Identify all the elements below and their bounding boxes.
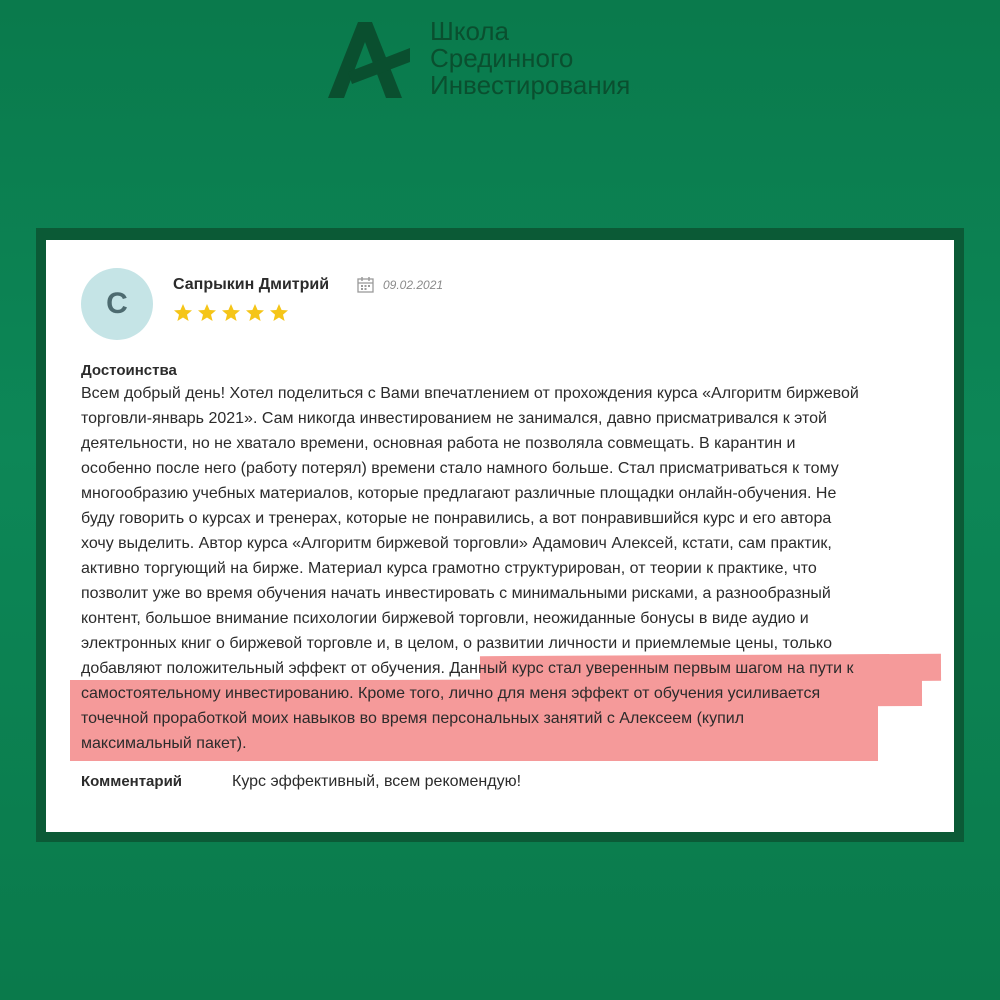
- review-text-line: контент, большое внимание психологии биржевой торговли, неожиданные бонусы в виде аудио и: [81, 610, 809, 627]
- review-text-line: буду говорить о курсах и тренерах, которые не понравились, а вот понравившийся курс и его автора: [81, 510, 832, 527]
- review-text-line: точечной проработкой моих навыков во время персональных занятий с Алексеем (купил: [81, 710, 745, 727]
- star-icon: [245, 303, 265, 323]
- review-date: 09.02.2021: [383, 278, 444, 292]
- logo-line-1: Школа: [430, 16, 510, 46]
- logo-line-3: Инвестирования: [430, 70, 631, 100]
- school-logo: [326, 18, 686, 108]
- review-text-line: добавляют положительный эффект от обучения. Данный курс стал уверенным первым шагом на пути к: [81, 660, 854, 677]
- star-icon: [221, 303, 241, 323]
- review-text-line: Всем добрый день! Хотел поделиться с Вами впечатлением от прохождения курса «Алгоритм биржевой: [81, 385, 859, 402]
- review-text-line: максимальный пакет).: [81, 735, 247, 752]
- logo-line-2: Срединного: [430, 43, 574, 73]
- comment-label: Комментарий: [81, 773, 183, 790]
- logo-text: [430, 18, 630, 99]
- logo-letter-a-icon: [326, 18, 410, 102]
- review-text-line: особенно после него (работу потерял) времени стало намного больше. Стал присматриваться к тому: [81, 460, 839, 477]
- star-rating: [173, 303, 289, 323]
- avatar: С: [81, 268, 153, 340]
- review-text-line: хочу выделить. Автор курса «Алгоритм биржевой торговли» Адамович Алексей, кстати, сам практик,: [81, 535, 832, 552]
- review-text-line: позволит уже во время обучения начать инвестировать с минимальными рисками, а разнообразный: [81, 585, 831, 602]
- review-text-line: деятельности, но не хватало времени, основная работа не позволяла совмещать. В карантин и: [81, 435, 796, 452]
- review-text-line: электронных книг о биржевой торговле и, в целом, о развитии личности и приемлемые цены, только: [81, 635, 832, 652]
- star-icon: [269, 303, 289, 323]
- review-text-line: самостоятельному инвестированию. Кроме того, лично для меня эффект от обучения усиливается: [81, 685, 821, 702]
- calendar-icon: [357, 276, 374, 293]
- review-text-line: торговли-январь 2021». Сам никогда инвестированием не занимался, давно присматривался к этой: [81, 410, 827, 427]
- review-text-line: многообразию учебных материалов, которые предлагают различные площадки онлайн-обучения. Не: [81, 485, 837, 502]
- comment-text: Курс эффективный, всем рекомендую!: [232, 773, 522, 790]
- star-icon: [173, 303, 193, 323]
- star-icon: [197, 303, 217, 323]
- section-title: Достоинства: [81, 362, 177, 379]
- review-text-line: активно торгующий на бирже. Материал курса грамотно структурирован, от теории к практике, что: [81, 560, 817, 577]
- author-name: Сапрыкин Дмитрий: [173, 276, 330, 293]
